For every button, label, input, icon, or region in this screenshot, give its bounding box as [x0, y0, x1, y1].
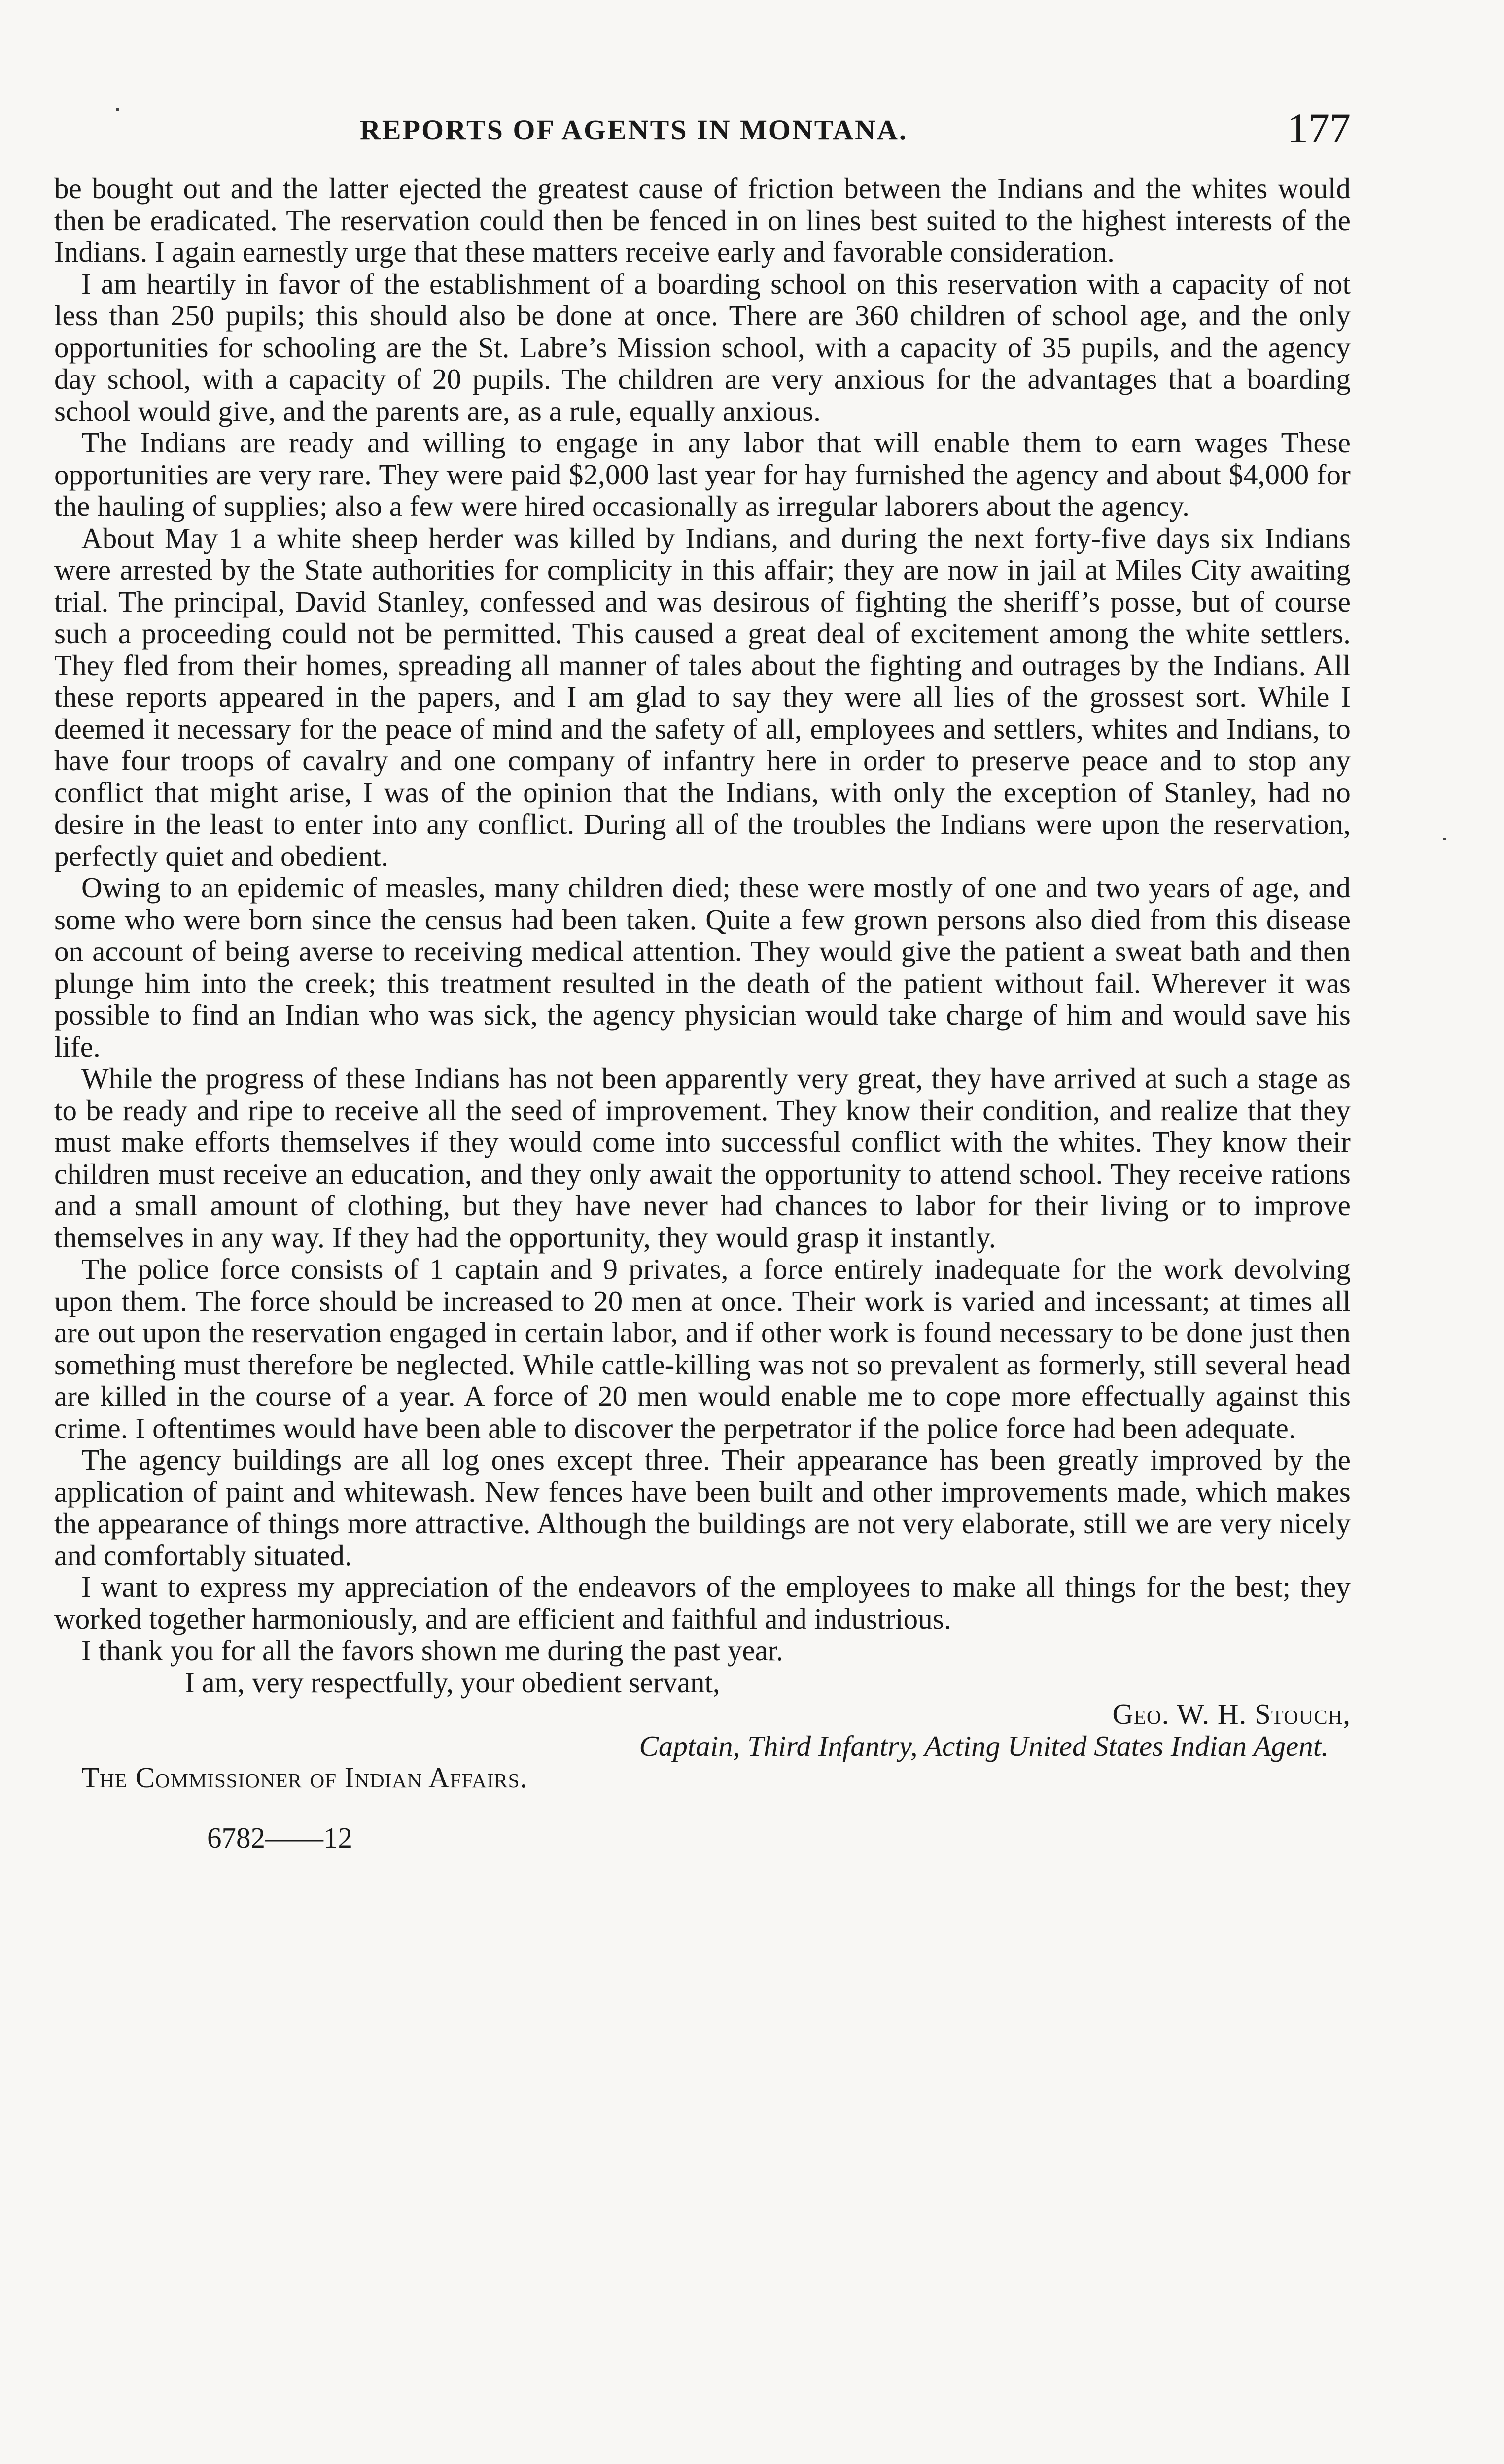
report-body	[54, 172, 1351, 1635]
document-page	[54, 89, 1351, 1855]
printer-signature-mark: 6782——12	[207, 1821, 352, 1854]
addressee: The Commissioner of Indian Affairs.	[81, 1761, 528, 1794]
running-head: REPORTS OF AGENTS IN MONTANA.	[360, 114, 908, 146]
paragraph: I want to express my appreciation of the endeavors of the employees to make all things for the best; they worked together harmoniously, and are efficient and faithful and industrious.	[54, 1571, 1351, 1635]
closing-thanks: I thank you for all the favors shown me during the past year.	[81, 1634, 783, 1667]
closing-respectfully: I am, very respectfully, your obedient servant,	[185, 1666, 720, 1699]
paragraph: The police force consists of 1 captain and 9 privates, a force entirely inadequate for the work devolving upon them. The force should be increased to 20 men at once. Their work is varied and incessant; at times all are out upon the reservation engaged in certain labor, and if other work is found necessary to be done just then something must therefore be neglected. While cattle-killing was not so prevalent as formerly, still several head are killed in the course of a year. A force of 20 men would enable me to cope more effectually against this crime. I oftentimes would have been able to discover the perpetrator if the police force had been adequate.	[54, 1253, 1351, 1444]
paragraph: About May 1 a white sheep herder was killed by Indians, and during the next forty-five days six Indians were arrested by the State authorities for complicity in this affair; they are now in jail at Miles City awaiting trial. The principal, David Stanley, confessed and was desirous of fighting the sheriff’s posse, but of course such a proceeding could not be permitted. This caused a great deal of excitement among the white settlers. They fled from their homes, spreading all manner of tales about the fighting and outrages by the Indians. All these reports appeared in the papers, and I am glad to say they were all lies of the grossest sort. While I deemed it necessary for the peace of mind and the safety of all, employees and settlers, whites and Indians, to have four troops of cavalry and one company of infantry here in order to preserve peace and to stop any conflict that might arise, I was of the opinion that the Indians, with only the exception of Stanley, had no desire in the least to enter into any conflict. During all of the troubles the Indians were upon the reservation, perfectly quiet and obedient.	[54, 521, 1351, 872]
paragraph: Owing to an epidemic of measles, many children died; these were mostly of one and two years of age, and some who were born since the census had been taken. Quite a few grown persons also died from this disease on account of being averse to receiving medical attention. They would give the patient a sweat bath and then plunge him into the creek; this treatment resulted in the death of the patient without fail. Wherever it was possible to find an Indian who was sick, the agency physician would take charge of him and would save his life.	[54, 871, 1351, 1063]
paragraph: The agency buildings are all log ones except three. Their appearance has been greatly improved by the application of paint and whitewash. New fences have been built and other improvements made, which makes the appearance of things more attractive. Although the buildings are not very elaborate, still we are very nicely and comfortably situated.	[54, 1443, 1351, 1572]
agent-signature: Geo. W. H. Stouch,	[1112, 1698, 1351, 1730]
page-number: 177	[1287, 104, 1351, 152]
paragraph: be bought out and the latter ejected the greatest cause of friction between the Indians and the whites would then be eradicated. The reservation could then be fenced in on lines best suited to the highest interests of the Indians. I again earnestly urge that these matters receive early and favorable consideration.	[54, 172, 1351, 268]
letter-closing	[54, 1635, 1351, 1794]
paragraph: The Indians are ready and willing to engage in any labor that will enable them to earn wages These opportunities are very rare. They were paid $2,000 last year for hay furnished the agency and about $4,000 for the hauling of supplies; also a few were hired occasionally as irregular laborers about the agency.	[54, 426, 1351, 522]
edge-speck	[1443, 838, 1446, 840]
paragraph: I am heartily in favor of the establishment of a boarding school on this reservation with a capacity of not less than 250 pupils; this should also be done at once. There are 360 children of school age, and the only opportunities for schooling are the St. Labre’s Mission school, with a capacity of 35 pupils, and the agency day school, with a capacity of 20 pupils. The children are very anxious for the advantages that a boarding school would give, and the parents are, as a rule, equally anxious.	[54, 267, 1351, 427]
agent-title: Captain, Third Infantry, Acting United States Indian Agent.	[639, 1729, 1329, 1762]
paragraph: While the progress of these Indians has not been apparently very great, they have arrived at such a stage as to be ready and ripe to receive all the seed of improvement. They know their condition, and realize that they must make efforts themselves if they would come into successful conflict with the whites. They know their children must receive an education, and they only await the opportunity to attend school. They receive rations and a small amount of clothing, but they have never had chances to labor for their living or to improve themselves in any way. If they had the opportunity, they would grasp it instantly.	[54, 1062, 1351, 1254]
page-header	[54, 89, 1351, 172]
